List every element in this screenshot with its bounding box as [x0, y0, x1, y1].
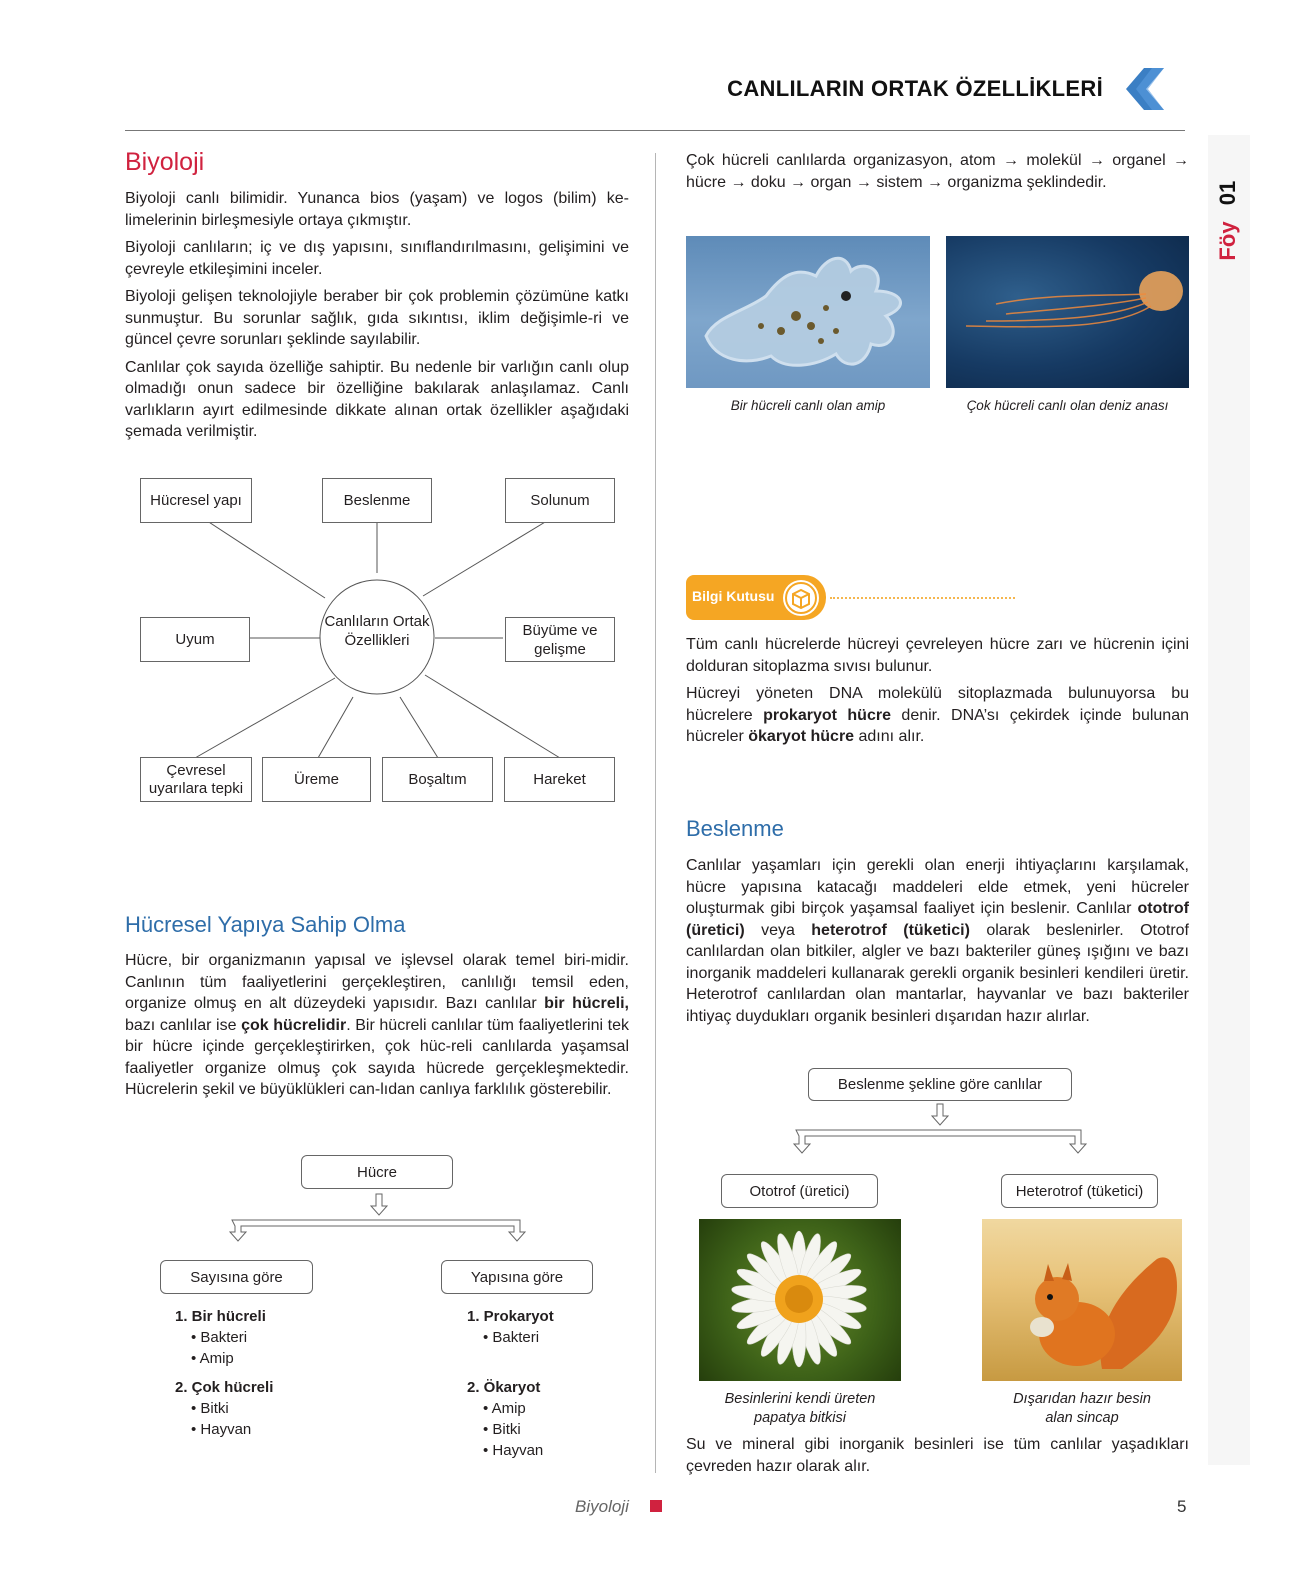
diagram-box: Boşaltım — [382, 757, 493, 802]
paragraph: Biyoloji canlı bilimidir. Yunanca bios (yaşam) ve logos (bilim) ke-limelerinin birleşmesiyle ortaya çıkmıştır. — [125, 190, 629, 229]
footer-subject: Biyoloji — [575, 1497, 629, 1516]
header-rule — [125, 130, 1185, 131]
organization-text — [686, 150, 1189, 199]
hucresel-text — [125, 950, 629, 1107]
paragraph: Biyoloji gelişen teknolojiyle beraber bir çok problemin çözümüne katkı sunmuştur. Bu sorunlar sağlık, gıda sıkıntısı, iklim değişimle-ri ve güncel çevre sorunları şeklinde sayılabilir. — [125, 288, 629, 348]
amip-caption: Bir hücreli canlı olan amip — [730, 398, 886, 413]
list-title: 1. Prokaryot — [467, 1308, 554, 1325]
paragraph: Hücre, bir organizmanın yapısal ve işlevsel olarak temel biri-midir. Canlının tüm faaliyetlerini gerçekleştiren, canlılığı temsil eden, organize olmuş en alt düzeydeki yapısıdır. Bazı canlılar bir hücreli, bazı canlılar ise çok hücrelidir. Bir hücreli canlılar tüm faaliyetlerini tek bir hücre içinde gerçekleştirirken, çok hüc-reli canlılarda yaşamsal faaliyetler organize olmuş çok sayıda hücrede gerçekleşmektedir. Hücrelerin şekil ve büyüklükleri can-lıdan canlıya farklılık gösterebilir. — [125, 952, 630, 1098]
nutrition-tree-arrows — [780, 1100, 1100, 1175]
cell-tree-arrows — [150, 1190, 550, 1265]
list-item: • Hayvan — [483, 1442, 544, 1459]
jellyfish-caption: Çok hücreli canlı olan deniz anası — [966, 398, 1169, 413]
cell-tree-right: Yapısına göre — [441, 1260, 593, 1294]
closing-text — [686, 1434, 1189, 1483]
amoeba-illustration — [686, 236, 930, 388]
list-item: • Bakteri — [191, 1329, 248, 1346]
list-left-2 — [175, 1377, 273, 1440]
nutrition-tree-right: Heterotrof (tüketici) — [1001, 1174, 1158, 1208]
list-title: 1. Bir hücreli — [175, 1308, 266, 1325]
jellyfish-photo — [946, 236, 1189, 388]
squirrel-illustration — [982, 1219, 1182, 1381]
column-divider — [655, 153, 656, 1473]
paragraph: Çok hücreli canlılarda organizasyon, atom → molekül → organel → hücre → doku → organ → sistem → organizma şeklindedir. — [686, 152, 1189, 191]
list-item: • Hayvan — [191, 1421, 252, 1438]
daisy-caption: Besinlerini kendi üreten papatya bitkisi — [724, 1391, 876, 1426]
beslenme-text — [686, 855, 1189, 1033]
chevron-left-icon — [1124, 66, 1168, 112]
paragraph: Canlılar yaşamları için gerekli olan enerji ihtiyaçlarını karşılamak, hücre yapısına katacağı maddeleri elde etmek, yeni hücreler oluşturmak gibi birçok yaşamsal faaliyet için beslenir. Canlılar ototrof (üretici) veya heterotrof (tüketici) olarak beslenirler. Ototrof canlılardan olan bitkiler, algler ve bazı bakteriler güneş ışığını ve bazı inorganik maddeleri kullanarak gerekli organik besinleri kendileri üretir. Heterotrof canlılardan olan mantarlar, hayvanlar ve bazı bakteriler ihtiyaç duydukları organik besinleri dışarıdan hazır alırlar. — [686, 857, 1189, 1025]
list-title: 2. Çok hücreli — [175, 1379, 274, 1396]
diagram-box: Hücresel yapı — [140, 478, 252, 523]
list-right-2 — [467, 1377, 543, 1461]
section-heading-biyoloji: Biyoloji — [125, 148, 205, 176]
paragraph: Su ve mineral gibi inorganik besinleri ise tüm canlılar yaşadıkları çevreden hazır olarak alır. — [686, 1436, 1189, 1475]
list-item: • Bitki — [191, 1400, 229, 1417]
box-icon — [781, 578, 821, 618]
diagram-box: Solunum — [505, 478, 615, 523]
section-label: Föy — [1215, 221, 1240, 261]
section-heading-beslenme: Beslenme — [686, 816, 784, 841]
paragraph: Canlılar çok sayıda özelliğe sahiptir. Bu nedenle bir varlığın canlı olup olmadığı onun sadece bir özelliğine bakılarak anlaşılamaz. Canlı varlıkların ayırt edilmesinde dikkate alınan ortak özellikler aşağıdaki şemada verilmiştir. — [125, 358, 629, 440]
paragraph: Hücreyi yöneten DNA molekülü sitoplazmada bulunuyorsa bu hücrelere prokaryot hücre denir. DNA’sı çekirdek içinde bulunan hücreler ökaryot hücre adını alır. — [686, 685, 1190, 745]
list-left-1 — [175, 1306, 266, 1369]
squirrel-photo — [982, 1219, 1182, 1381]
diagram-box: Çevresel uyarılara tepki — [140, 757, 252, 802]
daisy-photo — [699, 1219, 901, 1381]
diagram-box: Hareket — [504, 757, 615, 802]
list-item: • Amip — [191, 1350, 234, 1367]
nutrition-tree-left: Ototrof (üretici) — [721, 1174, 878, 1208]
list-title: 2. Ökaryot — [467, 1379, 541, 1396]
diagram-box: Büyüme ve gelişme — [505, 617, 615, 662]
page-number: 5 — [1177, 1497, 1187, 1516]
diagram-box: Beslenme — [322, 478, 432, 523]
list-right-1 — [467, 1306, 554, 1348]
paragraph: Tüm canlı hücrelerde hücreyi çevreleyen hücre zarı ve hücrenin içini dolduran sitoplazma sıvısı bulunur. — [686, 636, 1189, 675]
squirrel-caption: Dışarıdan hazır besin alan sincap — [1013, 1391, 1151, 1426]
jellyfish-illustration — [946, 236, 1189, 388]
list-item: • Bitki — [483, 1421, 521, 1438]
diagram-center-label: Canlıların Ortak Özellikleri — [324, 613, 430, 649]
list-item: • Amip — [483, 1400, 526, 1417]
amip-photo — [686, 236, 930, 388]
cell-tree-root: Hücre — [301, 1155, 453, 1189]
paragraph: Biyoloji canlıların; iç ve dış yapısını, sınıflandırılmasını, gelişimini ve çevreyle etkileşimini inceler. — [125, 239, 629, 278]
cell-tree-left: Sayısına göre — [160, 1260, 313, 1294]
info-box-dotted-line — [830, 597, 1015, 599]
diagram-box: Üreme — [262, 757, 371, 802]
footer-marker — [650, 1500, 662, 1512]
biyoloji-text — [125, 188, 629, 449]
side-strip — [1208, 135, 1250, 1465]
page-title: CANLILARIN ORTAK ÖZELLİKLERİ — [727, 76, 1103, 101]
info-box-label: Bilgi Kutusu — [692, 588, 775, 604]
daisy-illustration — [699, 1219, 901, 1381]
section-heading-hucresel: Hücresel Yapıya Sahip Olma — [125, 912, 406, 937]
section-tab — [1206, 150, 1248, 260]
section-number: 01 — [1215, 180, 1240, 206]
info-box-badge — [686, 575, 826, 620]
diagram-box: Uyum — [140, 617, 250, 662]
info-box-text — [686, 634, 1189, 754]
nutrition-tree-root: Beslenme şekline göre canlılar — [808, 1068, 1072, 1101]
list-item: • Bakteri — [483, 1329, 540, 1346]
